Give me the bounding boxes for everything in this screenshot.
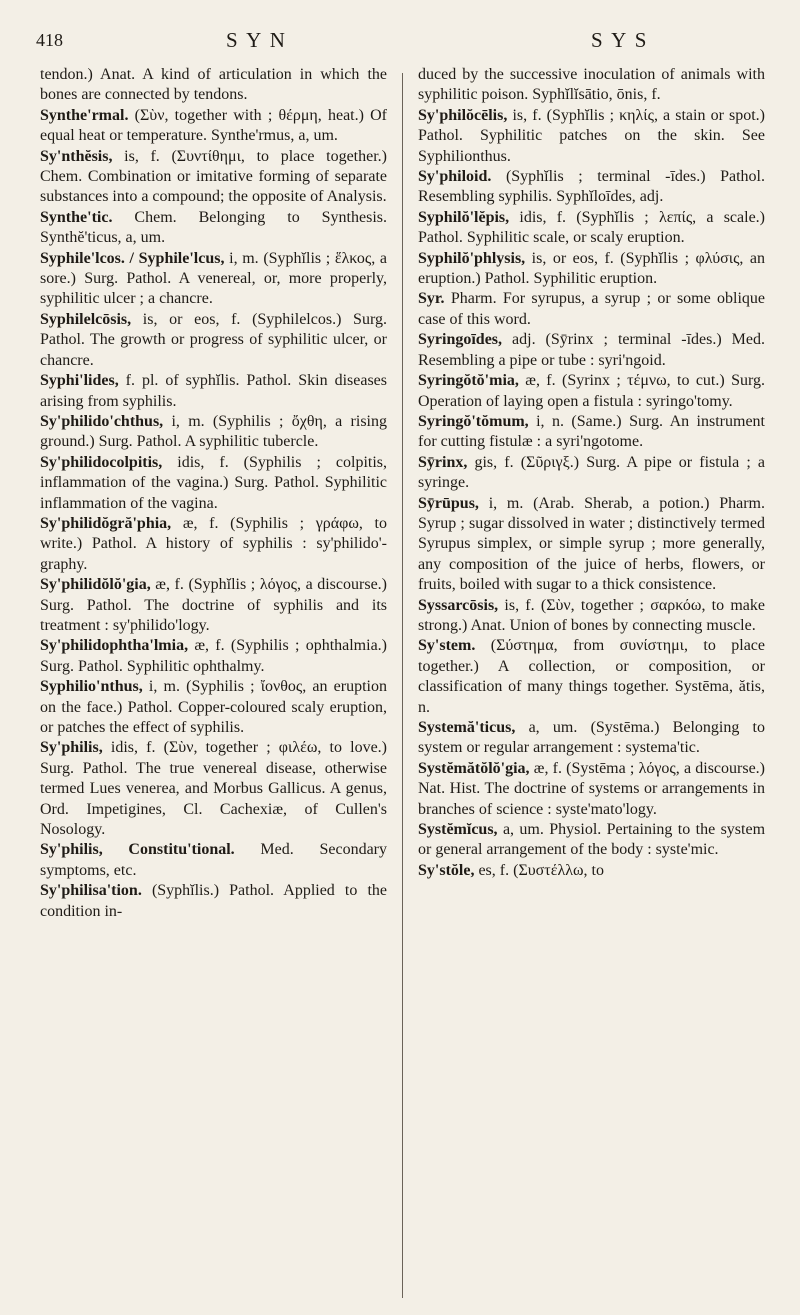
entry-headword: Syringoīdes, — [418, 331, 503, 349]
entry-headword: Syr. — [418, 290, 445, 308]
entry-definition: æ, f. (Syphilis ; γράφω, to write.) Pathol. A history of syphilis : sy'philido'graphy. — [40, 514, 387, 573]
entry-definition: duced by the successive inoculation of animals with syphilitic poison. Syphĭlĭsātio, ōnis, f. — [418, 66, 765, 104]
entry-headword: Synthe'rmal. — [40, 106, 129, 124]
dictionary-entry — [40, 881, 387, 922]
entry-definition: (Σὺν, together with ; θέρμη, heat.) Of equal heat or temperature. Synthe'rmus, a, um. — [40, 106, 387, 145]
dictionary-entry — [40, 514, 387, 575]
dictionary-entry — [40, 371, 387, 412]
entry-definition: is, f. (Σὺν, together ; σαρκόω, to make strong.) Anat. Union of bones by connecting muscle. — [418, 596, 765, 634]
entry-definition: adj. (Sȳrinx ; terminal -īdes.) Med. Resembling a pipe or tube : syri'ngoid. — [418, 331, 765, 369]
page-header — [36, 22, 764, 58]
right-column — [418, 65, 765, 1300]
entry-headword: Sy'philis, — [40, 739, 103, 757]
entry-headword: Syphilio'nthus, — [40, 678, 143, 696]
dictionary-entry — [418, 289, 765, 330]
entry-headword: Sy'nthĕsis, — [40, 147, 113, 165]
entry-definition: is, f. (Συντίθημι, to place together.) Chem. Combination or imitative forming of separate substances into a compound; the opposite of Analysis. — [40, 147, 387, 206]
entry-headword: Sy'philidocolpitis, — [40, 453, 163, 471]
entry-headword: Syssarcōsis, — [418, 596, 499, 614]
dictionary-entry — [418, 636, 765, 718]
entry-headword: Synthe'tic. — [40, 208, 113, 226]
column-divider — [402, 73, 403, 1298]
dictionary-entry — [40, 738, 387, 840]
entry-headword: Sȳrūpus, — [418, 494, 479, 512]
dictionary-entry — [418, 208, 765, 249]
dictionary-entry — [40, 147, 387, 208]
dictionary-entry — [418, 371, 765, 412]
dictionary-entry — [40, 208, 387, 249]
dictionary-entry — [40, 106, 387, 147]
dictionary-entry — [40, 65, 387, 106]
entry-definition: Med. Secondary symptoms, etc. — [40, 841, 387, 879]
entry-headword: Syringŏtŏ'mia, — [418, 372, 519, 390]
entry-definition: idis, f. (Syphĭlis ; λεπίς, a scale.) Pathol. Syphilitic scale, or scaly eruption. — [418, 208, 765, 247]
dictionary-entry — [40, 636, 387, 677]
entry-headword: Sy'philisa'tion. — [40, 882, 142, 900]
running-head-right: S Y S — [591, 27, 649, 52]
entry-headword: Systĕmĭcus, — [418, 821, 498, 839]
entry-headword: Syphi'lides, — [40, 372, 119, 390]
entry-headword: Sy'stem. — [418, 637, 476, 655]
entry-headword: Sy'philis, Constitu'tional. — [40, 841, 235, 859]
entry-headword: Sy'stŏle, — [418, 861, 475, 879]
entry-headword: Sy'philidŏgră'phia, — [40, 514, 172, 532]
entry-definition: i, m. (Syphilis ; ὄχθη, a rising ground.) Surg. Pathol. A syphilitic tubercle. — [40, 412, 387, 451]
entry-definition: (Σύστημα, from συνίστημι, to place together.) A collection, or composition, or classification of many things together. Systēma, ătis, n. — [418, 637, 765, 716]
entry-headword: Syphilelcōsis, — [40, 310, 132, 328]
entry-headword: Sy'philidophtha'lmia, — [40, 637, 189, 655]
dictionary-entry — [418, 494, 765, 596]
entry-definition: æ, f. (Systēma ; λόγος, a discourse.) Nat. Hist. The doctrine of systems or arrangements in branches of science : syste'mato'logy. — [418, 759, 765, 818]
dictionary-entry — [40, 310, 387, 371]
dictionary-entry — [418, 412, 765, 453]
entry-definition: æ, f. (Syphĭlis ; λόγος, a discourse.) Surg. Pathol. The doctrine of syphilis and its treatment : sy'philido'logy. — [40, 576, 387, 634]
entry-definition: i, n. (Same.) Surg. An instrument for cutting fistulæ : a syri'ngotome. — [418, 412, 765, 451]
entry-definition: Pharm. For syrupus, a syrup ; or some oblique case of this word. — [418, 290, 765, 328]
entry-definition: is, or eos, f. (Syphĭlis ; φλύσις, an eruption.) Pathol. Syphilitic eruption. — [418, 249, 765, 288]
entry-definition: is, f. (Syphĭlis ; κηλίς, a stain or spot.) Pathol. Syphilitic patches on the skin. See Syphilionthus. — [418, 106, 765, 165]
dictionary-entry — [418, 820, 765, 861]
dictionary-entry — [418, 106, 765, 167]
dictionary-entry — [40, 677, 387, 738]
dictionary-entry — [418, 718, 765, 759]
entry-headword: Systemă'ticus, — [418, 719, 516, 736]
dictionary-entry — [40, 575, 387, 636]
dictionary-entry — [418, 330, 765, 371]
dictionary-entry — [40, 453, 387, 514]
entry-definition: a, um. (Systēma.) Belonging to system or regular arrangement : systema'tic. — [418, 719, 765, 757]
entry-definition: æ, f. (Syphilis ; ophthalmia.) Surg. Pathol. Syphilitic ophthalmy. — [40, 637, 387, 675]
entry-headword: Sy'philido'chthus, — [40, 412, 164, 430]
entry-headword: Sȳrinx, — [418, 453, 468, 471]
dictionary-entry — [418, 453, 765, 494]
entry-definition: idis, f. (Syphilis ; colpitis, inflammation of the vagina.) Surg. Pathol. Syphilitic inflammation of the vagina. — [40, 453, 387, 512]
dictionary-entry — [418, 167, 765, 208]
entry-headword: Sy'philidŏlŏ'gia, — [40, 576, 151, 594]
entry-headword: Syphile'lcos. / Syphile'lcus, — [40, 249, 225, 267]
dictionary-entry — [418, 861, 765, 881]
entry-definition: i, m. (Syphĭlis ; ἕλκος, a sore.) Surg. Pathol. A venereal, or, more properly, syphilitic ulcer ; a chancre. — [40, 249, 387, 308]
dictionary-entry — [418, 759, 765, 820]
two-column-body — [40, 65, 765, 1300]
left-column — [40, 65, 387, 1300]
dictionary-entry — [40, 249, 387, 310]
dictionary-entry — [40, 412, 387, 453]
entry-headword: Syringŏ'tŏmum, — [418, 412, 529, 430]
entry-headword: Syphilŏ'phlysis, — [418, 249, 526, 267]
entry-headword: Sy'philŏcēlis, — [418, 106, 508, 124]
entry-definition: gis, f. (Σῦριγξ.) Surg. A pipe or fistula ; a syringe. — [418, 453, 765, 492]
entry-definition: Chem. Belonging to Synthesis. Synthĕ'ticus, a, um. — [40, 208, 387, 247]
dictionary-entry — [418, 249, 765, 290]
entry-definition: a, um. Physiol. Pertaining to the system or general arrangement of the body : syste'mic. — [418, 821, 765, 859]
entry-definition: is, or eos, f. (Syphilelcos.) Surg. Pathol. The growth or progress of syphilitic ulcer, or chancre. — [40, 310, 387, 369]
entry-definition: i, m. (Syphilis ; ἴονθος, an eruption on the face.) Pathol. Copper-coloured scaly eruption, or patches the effect of syphilis. — [40, 678, 387, 736]
entry-definition: f. pl. of syphĭlis. Pathol. Skin diseases arising from syphilis. — [40, 372, 387, 410]
entry-definition: tendon.) Anat. A kind of articulation in which the bones are connected by tendons. — [40, 66, 387, 104]
dictionary-entry — [40, 840, 387, 881]
running-head-left: S Y N — [226, 27, 287, 52]
entry-definition: (Syphĭlis ; terminal -īdes.) Pathol. Resembling syphilis. Syphĭloīdes, adj. — [418, 168, 765, 206]
page-number: 418 — [36, 29, 63, 50]
entry-definition: i, m. (Arab. Sherab, a potion.) Pharm. Syrup ; sugar dissolved in water ; distinctively termed Syrupus simplex, or simple syrup ; more generally, any composition of the juice of herbs, flowers, or fruits, boiled with sugar to a thick consistence. — [418, 494, 765, 594]
dictionary-entry — [418, 65, 765, 106]
entry-headword: Syphilŏ'lĕpis, — [418, 208, 510, 226]
entry-definition: es, f. (Συστέλλω, to — [478, 861, 604, 879]
entry-headword: Sy'philoid. — [418, 168, 492, 186]
entry-definition: idis, f. (Σὺν, together ; φιλέω, to love.) Surg. Pathol. The true venereal disease, otherwise termed Lues venerea, and Morbus Gallicus. A genus, Ord. Impetigines, Cl. Cachexiæ, of Cullen's Nosology. — [40, 739, 387, 839]
dictionary-entry — [418, 596, 765, 637]
entry-definition: æ, f. (Syrinx ; τέμνω, to cut.) Surg. Operation of laying open a fistula : syringo'tomy. — [418, 372, 765, 410]
entry-definition: (Syphĭlis.) Pathol. Applied to the condition in- — [40, 882, 387, 920]
entry-headword: Systĕmătŏlŏ'gia, — [418, 759, 530, 777]
